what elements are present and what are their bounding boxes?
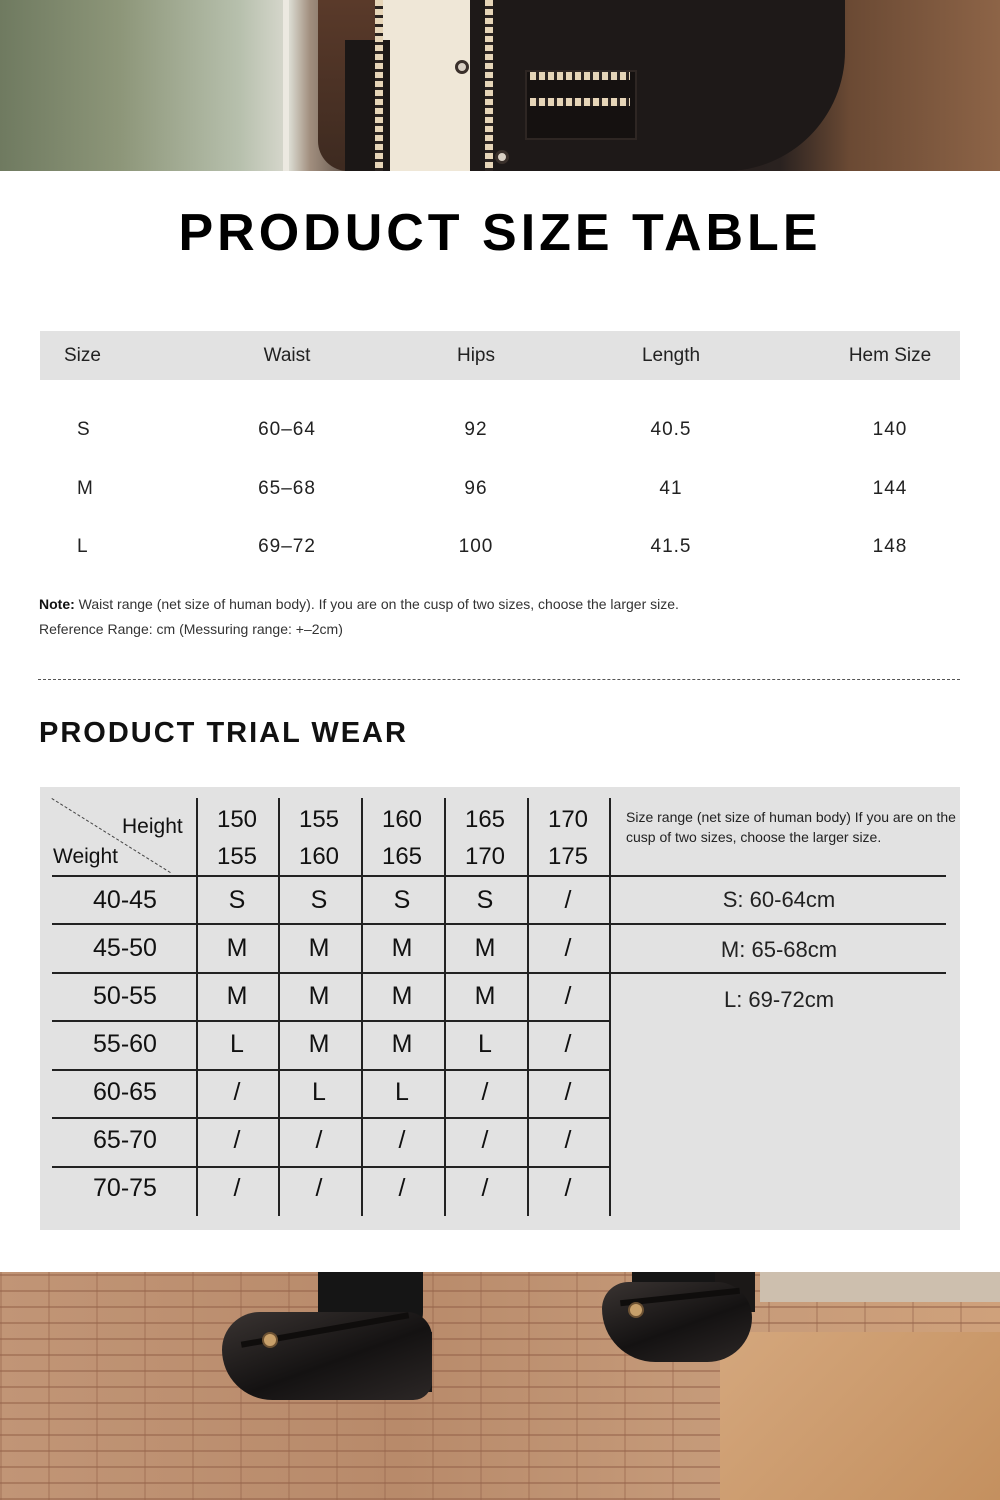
size-table-row <box>40 527 960 567</box>
height-label: Height <box>122 815 183 838</box>
height-range-header: 170 175 <box>547 806 589 870</box>
size-cell: M <box>226 982 248 1010</box>
size-cell: / <box>481 1078 489 1106</box>
size-range-l: L: 69-72cm <box>723 987 835 1012</box>
size-cell: M <box>391 1030 413 1058</box>
size-cell: / <box>564 1078 572 1106</box>
cell-waist: 60–64 <box>258 419 316 440</box>
size-cell: L <box>478 1030 492 1058</box>
height-range-header: 155 160 <box>298 806 340 870</box>
cell-size: L <box>77 536 89 557</box>
cell-length: 41.5 <box>650 536 692 557</box>
size-cell: / <box>398 1126 406 1154</box>
cell-hem-size: 148 <box>872 536 908 557</box>
cell-hips: 92 <box>464 419 488 440</box>
size-range-note: Size range (net size of human body) If you are on the cusp of two sizes, choose the larger size. <box>626 809 956 845</box>
size-cell: M <box>391 982 413 1010</box>
size-range-m: M: 65-68cm <box>720 937 838 962</box>
size-cell: / <box>481 1174 489 1202</box>
size-table-header <box>40 331 960 380</box>
weight-range-label: 55-60 <box>93 1030 157 1058</box>
size-cell: / <box>564 1126 572 1154</box>
weight-range-label: 60-65 <box>93 1078 157 1106</box>
size-cell: / <box>398 1174 406 1202</box>
header-waist: Waist <box>263 345 311 366</box>
size-cell: M <box>474 934 496 962</box>
reference-range-note: Reference Range: cm (Messuring range: +–2cm) <box>39 621 343 637</box>
size-cell: M <box>226 934 248 962</box>
trial-wear-title: PRODUCT TRIAL WEAR <box>39 717 408 749</box>
weight-range-label: 70-75 <box>93 1174 157 1202</box>
size-cell: M <box>474 982 496 1010</box>
size-range-s: S: 60-64cm <box>722 887 836 912</box>
product-photo-bottom <box>0 1272 1000 1500</box>
size-table-row <box>40 410 960 450</box>
page-title: PRODUCT SIZE TABLE <box>178 204 822 262</box>
header-length: Length <box>641 345 701 366</box>
size-cell: S <box>393 886 411 914</box>
note-text: Waist range (net size of human body). If you are on the cusp of two sizes, choose the larger size. <box>74 596 679 612</box>
cell-hem-size: 140 <box>872 419 908 440</box>
size-cell: M <box>308 1030 330 1058</box>
size-cell: / <box>564 886 572 914</box>
weight-range-label: 50-55 <box>93 982 157 1010</box>
size-note <box>39 596 679 612</box>
height-range-header: 150 155 <box>216 806 258 870</box>
weight-range-label: 45-50 <box>93 934 157 962</box>
trial-wear-table <box>40 787 960 1230</box>
header-hips: Hips <box>456 345 495 366</box>
size-cell: M <box>391 934 413 962</box>
cell-hips: 100 <box>458 536 494 557</box>
size-table-row <box>40 469 960 509</box>
size-cell: M <box>308 982 330 1010</box>
size-cell: / <box>481 1126 489 1154</box>
cell-size: S <box>77 419 91 440</box>
weight-range-label: 40-45 <box>93 886 157 914</box>
cell-hem-size: 144 <box>872 478 908 499</box>
weight-range-label: 65-70 <box>93 1126 157 1154</box>
size-cell: / <box>564 934 572 962</box>
size-cell: / <box>233 1174 241 1202</box>
size-cell: / <box>564 1030 572 1058</box>
size-cell: L <box>312 1078 326 1106</box>
size-cell: S <box>476 886 494 914</box>
header-hem-size: Hem Size <box>848 345 932 366</box>
size-cell: / <box>233 1126 241 1154</box>
cell-waist: 65–68 <box>258 478 316 499</box>
size-cell: / <box>315 1174 323 1202</box>
cell-length: 41 <box>659 478 683 499</box>
cell-hips: 96 <box>464 478 488 499</box>
size-cell: L <box>395 1078 409 1106</box>
height-range-header: 165 170 <box>464 806 506 870</box>
height-range-header: 160 165 <box>381 806 423 870</box>
cell-waist: 69–72 <box>258 536 316 557</box>
product-photo-top <box>0 0 1000 171</box>
size-cell: S <box>228 886 246 914</box>
size-cell: / <box>564 1174 572 1202</box>
size-cell: M <box>308 934 330 962</box>
header-size: Size <box>64 345 101 366</box>
size-cell: L <box>230 1030 244 1058</box>
size-cell: / <box>564 982 572 1010</box>
weight-label: Weight <box>53 845 118 868</box>
size-cell: / <box>233 1078 241 1106</box>
cell-length: 40.5 <box>650 419 692 440</box>
note-label: Note: <box>39 596 75 612</box>
cell-size: M <box>77 478 94 499</box>
size-cell: / <box>315 1126 323 1154</box>
dashed-divider <box>38 679 960 680</box>
size-cell: S <box>310 886 328 914</box>
